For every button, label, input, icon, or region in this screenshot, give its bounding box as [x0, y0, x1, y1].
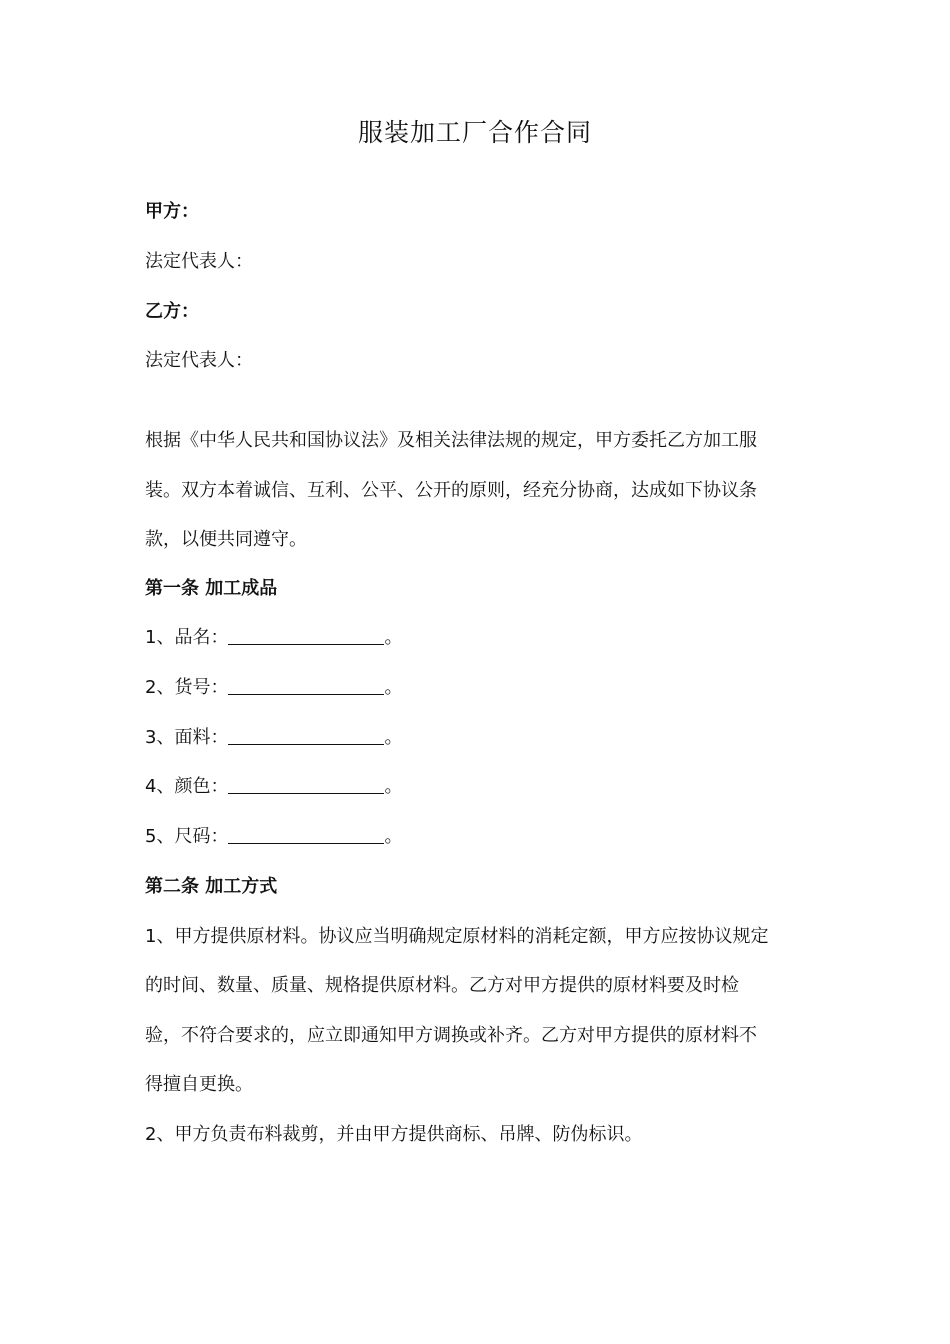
article-1-item — [145, 625, 815, 651]
item-end-mark: 。 — [384, 776, 403, 797]
fill-in-blank — [228, 726, 384, 745]
article-2-line: 得擅自更换。 — [145, 1074, 253, 1095]
item-label: 1、品名： — [145, 627, 229, 648]
item-label: 5、尺码： — [145, 826, 229, 847]
fill-in-blank — [228, 626, 384, 645]
article-2-line: 1、甲方提供原材料。协议应当明确规定原材料的消耗定额，甲方应按协议规定 — [145, 926, 769, 947]
item-end-mark: 。 — [384, 677, 403, 698]
item-label: 2、货号： — [145, 677, 229, 698]
article-1-item — [145, 675, 815, 701]
article-1-item — [145, 774, 815, 800]
party-b-label: 乙方： — [145, 301, 199, 322]
article-2-line: 2、甲方负责布料裁剪，并由甲方提供商标、吊牌、防伪标识。 — [145, 1124, 643, 1145]
intro-line: 根据《中华人民共和国协议法》及相关法律法规的规定，甲方委托乙方加工服 — [145, 430, 757, 451]
item-end-mark: 。 — [384, 727, 403, 748]
fill-in-blank — [228, 825, 384, 844]
article-1-item — [145, 824, 815, 850]
party-a-representative-label: 法定代表人： — [145, 251, 253, 272]
fill-in-blank — [228, 775, 384, 794]
item-label: 4、颜色： — [145, 776, 229, 797]
item-end-mark: 。 — [384, 826, 403, 847]
party-b-representative-label: 法定代表人： — [145, 350, 253, 371]
document-title: 服装加工厂合作合同 — [357, 118, 592, 147]
article-2-line: 的时间、数量、质量、规格提供原材料。乙方对甲方提供的原材料要及时检 — [145, 975, 739, 996]
party-a-label: 甲方： — [145, 201, 199, 222]
article-2-line: 验，不符合要求的，应立即通知甲方调换或补齐。乙方对甲方提供的原材料不 — [145, 1025, 757, 1046]
intro-line: 装。双方本着诚信、互利、公平、公开的原则，经充分协商，达成如下协议条 — [145, 480, 757, 501]
article-2-heading: 第二条 加工方式 — [145, 876, 278, 897]
intro-line: 款，以便共同遵守。 — [145, 529, 307, 550]
item-label: 3、面料： — [145, 727, 229, 748]
article-1-heading: 第一条 加工成品 — [145, 578, 278, 599]
item-end-mark: 。 — [384, 627, 403, 648]
article-1-item — [145, 725, 815, 751]
fill-in-blank — [228, 676, 384, 695]
